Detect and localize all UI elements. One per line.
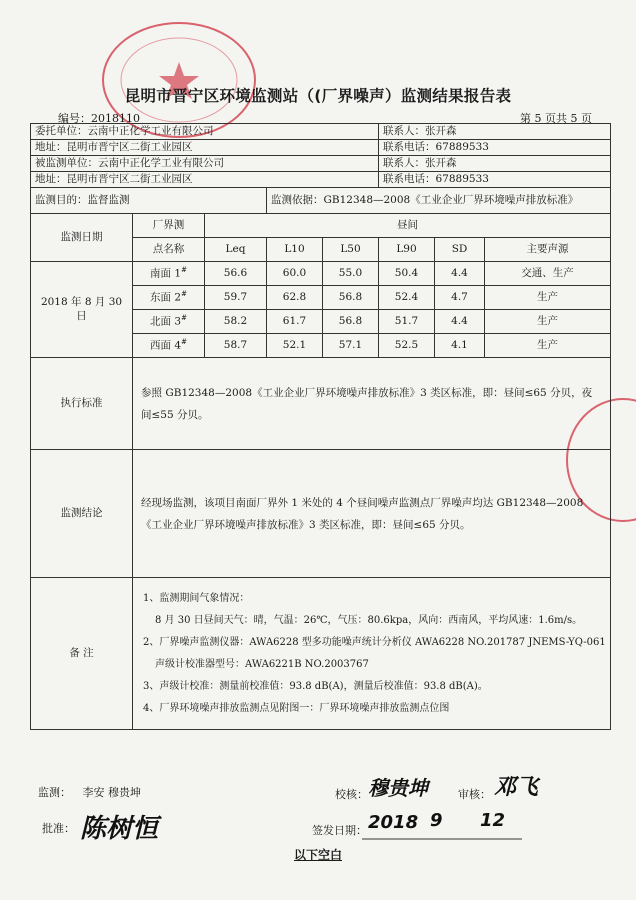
l10-value: 60.0 <box>267 262 323 286</box>
monitored-unit: 被监测单位：云南中正化学工业有限公司 <box>31 156 379 172</box>
client-address-row <box>31 140 611 156</box>
table-row <box>31 262 611 286</box>
issue-date-label: 签发日期： <box>312 824 367 837</box>
leq-value: 56.6 <box>205 262 267 286</box>
l50-value: 57.1 <box>323 334 379 358</box>
issue-date-year: 2018 <box>368 812 419 833</box>
remarks-content <box>133 578 611 730</box>
point-name: 西面 4# <box>133 334 205 358</box>
col-l90: L90 <box>379 238 435 262</box>
client-unit-row <box>31 124 611 140</box>
monitor-names: 李安 穆贵坤 <box>82 786 141 799</box>
leq-value: 58.7 <box>205 334 267 358</box>
client-phone: 联系电话：67889533 <box>379 140 611 156</box>
date-header: 监测日期 <box>31 214 133 262</box>
report-title: 昆明市晋宁区环境监测站（(厂界噪声）监测结果报告表 <box>124 87 512 105</box>
monitored-address: 地址：昆明市晋宁区二街工业园区 <box>31 172 379 188</box>
monitored-phone: 联系电话：67889533 <box>379 172 611 188</box>
source-value: 生产 <box>485 286 611 310</box>
remark-line: 3、声级计校准：测量前校准值：93.8 dB(A)，测量后校准值：93.8 dB(A)。 <box>143 680 488 692</box>
source-value: 生产 <box>485 310 611 334</box>
source-value: 生产 <box>485 334 611 358</box>
l90-value: 52.4 <box>379 286 435 310</box>
leq-value: 59.7 <box>205 286 267 310</box>
conclusion-label: 监测结论 <box>31 450 133 578</box>
remarks-row <box>31 578 611 730</box>
l10-value: 61.7 <box>267 310 323 334</box>
sd-value: 4.1 <box>435 334 485 358</box>
monitored-unit-row <box>31 156 611 172</box>
report-table <box>30 123 611 730</box>
purpose-row <box>31 188 611 214</box>
col-l50: L50 <box>323 238 379 262</box>
l10-value: 62.8 <box>267 286 323 310</box>
check-signature: 穆贵坤 <box>368 776 428 800</box>
sd-value: 4.4 <box>435 262 485 286</box>
remark-line: 8 月 30 日昼间天气：晴，气温：26℃，气压：80.6kpa，风向：西南风，平均风速：1.6m/s。 <box>155 614 583 626</box>
remark-line: 声级计校准器型号：AWA6221B NO.2003767 <box>155 658 369 670</box>
approve-signature: 陈树恒 <box>80 814 159 844</box>
l90-value: 51.7 <box>379 310 435 334</box>
source-value: 交通、生产 <box>485 262 611 286</box>
period-header: 昼间 <box>205 214 611 238</box>
report-number: 编号：2018110 <box>58 112 140 125</box>
point-header: 点名称 <box>133 238 205 262</box>
monitored-contact: 联系人：张开森 <box>379 156 611 172</box>
leq-value: 58.2 <box>205 310 267 334</box>
col-leq: Leq <box>205 238 267 262</box>
remark-line: 1、监测期间气象情况： <box>143 592 250 604</box>
review-label: 审核： <box>458 788 491 801</box>
end-of-report-marker: 以下空白 <box>293 848 342 862</box>
sd-value: 4.4 <box>435 310 485 334</box>
col-l10: L10 <box>267 238 323 262</box>
col-sd: SD <box>435 238 485 262</box>
page-indicator: 第 5 页共 5 页 <box>520 112 592 125</box>
monitor-label: 监测： <box>38 786 71 799</box>
monitoring-basis: 监测依据：GB12348—2008《工业企业厂界环境噪声排放标准》 <box>267 188 611 214</box>
table-header-row <box>31 214 611 238</box>
issue-date-month: 9 <box>430 810 443 831</box>
monitor-signature <box>38 784 141 800</box>
l50-value: 55.0 <box>323 262 379 286</box>
remark-line: 4、厂界环境噪声排放监测点见附图一：厂界环境噪声排放监测点位图 <box>143 702 450 714</box>
standard-label: 执行标准 <box>31 358 133 450</box>
l50-value: 56.8 <box>323 310 379 334</box>
monitoring-purpose: 监测目的：监督监测 <box>31 188 267 214</box>
conclusion-text: 经现场监测，该项目南面厂界外 1 米处的 4 个昼间噪声监测点厂界噪声均达 GB12348—2008《工业企业厂界环境噪声排放标准》3 类区标准，即：昼间≤65 分贝。 <box>133 450 611 578</box>
check-label: 校核： <box>335 788 368 801</box>
issue-date-day: 12 <box>480 810 506 831</box>
l10-value: 52.1 <box>267 334 323 358</box>
date-underline <box>362 836 522 842</box>
sd-value: 4.7 <box>435 286 485 310</box>
col-source: 主要声源 <box>485 238 611 262</box>
point-name: 北面 3# <box>133 310 205 334</box>
client-contact: 联系人：张开森 <box>379 124 611 140</box>
monitored-address-row <box>31 172 611 188</box>
review-signature: 邓飞 <box>494 775 539 800</box>
factory-header: 厂界测 <box>133 214 205 238</box>
standard-row <box>31 358 611 450</box>
l90-value: 50.4 <box>379 262 435 286</box>
point-name: 东面 2# <box>133 286 205 310</box>
client-address: 地址：昆明市晋宁区二街工业园区 <box>31 140 379 156</box>
approve-label: 批准： <box>42 822 75 835</box>
remarks-label: 备 注 <box>31 578 133 730</box>
conclusion-row <box>31 450 611 578</box>
point-name: 南面 1# <box>133 262 205 286</box>
client-unit: 委托单位：云南中正化学工业有限公司 <box>31 124 379 140</box>
l90-value: 52.5 <box>379 334 435 358</box>
monitoring-date: 2018 年 8 月 30 日 <box>31 262 133 358</box>
l50-value: 56.8 <box>323 286 379 310</box>
standard-text: 参照 GB12348—2008《工业企业厂界环境噪声排放标准》3 类区标准，即：昼间≤65 分贝，夜间≤55 分贝。 <box>133 358 611 450</box>
remark-line: 2、厂界噪声监测仪器：AWA6228 型多功能噪声统计分析仪 AWA6228 NO.201787 JNEMS-YQ-061 <box>143 636 606 648</box>
